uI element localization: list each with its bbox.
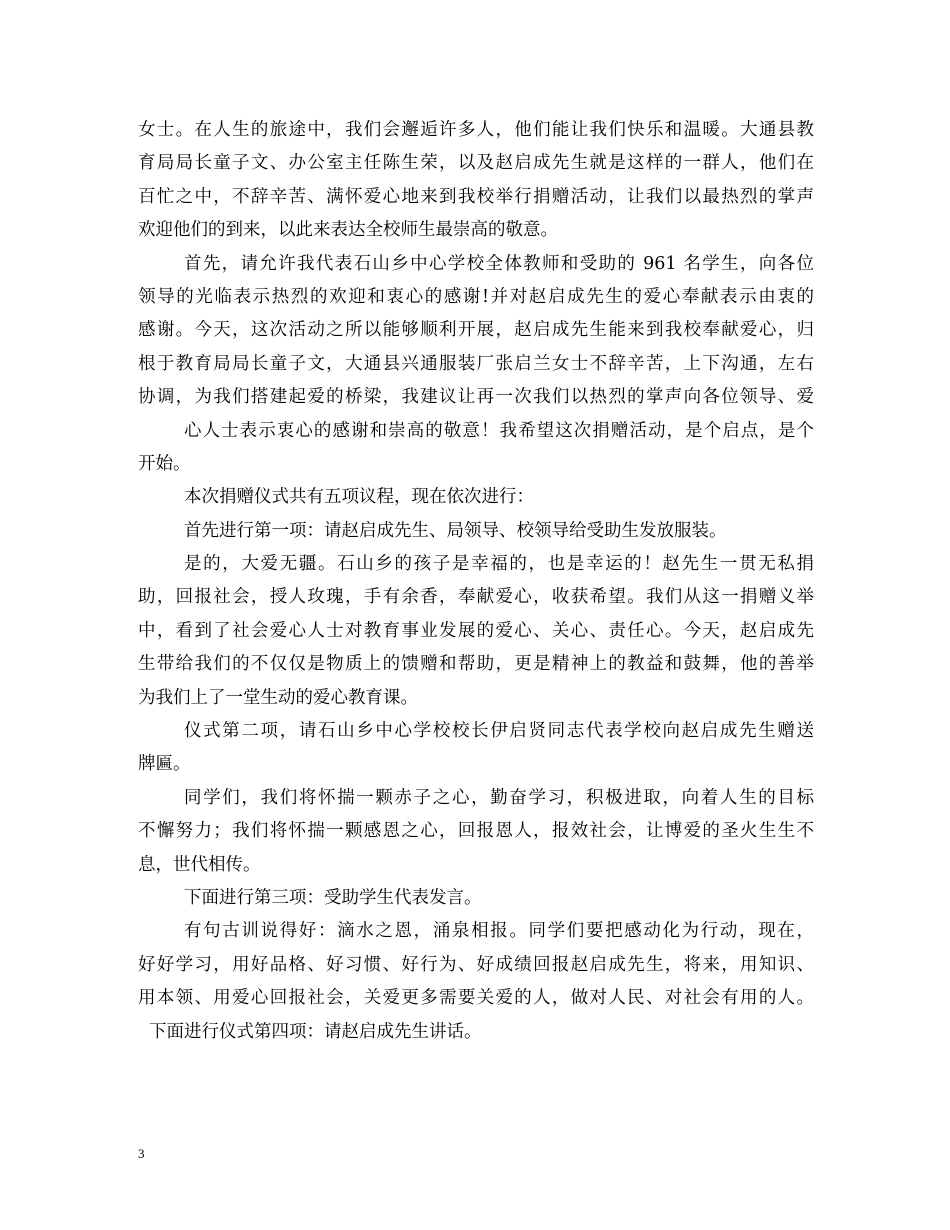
text-line: 是的，大爱无疆。石山乡的孩子是幸福的，也是幸运的！赵先生一贯无私捐 bbox=[184, 554, 814, 575]
text-line: 助，回报社会，授人玫瑰，手有余香，奉献爱心，收获希望。我们从这一捐赠义举 bbox=[138, 587, 814, 608]
text-line: 下面进行仪式第四项：请赵启成先生讲话。 bbox=[149, 1021, 482, 1042]
text-line: 女士。在人生的旅途中，我们会邂逅许多人，他们能让我们快乐和温暖。大通县教 bbox=[138, 120, 814, 140]
text-line: 中，看到了社会爱心人士对教育事业发展的爱心、关心、责任心。今天，赵启成先 bbox=[138, 620, 814, 641]
text-line: 息，世代相传。 bbox=[138, 854, 261, 875]
text-line: 下面进行第三项：受助学生代表发言。 bbox=[184, 887, 482, 908]
text-line: 生带给我们的不仅仅是物质上的馈赠和帮助，更是精神上的教益和鼓舞，他的善举 bbox=[138, 654, 814, 675]
text-line: 用本领、用爱心回报社会，关爱更多需要关爱的人，做对人民、对社会有用的人。 bbox=[138, 988, 814, 1009]
document-body bbox=[138, 114, 814, 1049]
text-line: 百忙之中，不辞辛苦、满怀爱心地来到我校举行捐赠活动，让我们以最热烈的掌声 bbox=[138, 186, 814, 207]
text-line: 有句古训说得好：滴水之恩，涌泉相报。同学们要把感动化为行动，现在， bbox=[184, 921, 814, 942]
page-number: 3 bbox=[138, 1146, 145, 1161]
text-line: 协调，为我们搭建起爱的桥梁，我建议让再一次我们以热烈的掌声向各位领导、爱 bbox=[138, 387, 814, 408]
text-line: 开始。 bbox=[138, 453, 191, 474]
text-line: 同学们，我们将怀揣一颗赤子之心，勤奋学习，积极进取，向着人生的目标 bbox=[184, 787, 814, 808]
text-line: 感谢。今天，这次活动之所以能够顺利开展，赵启成先生能来到我校奉献爱心，归 bbox=[138, 320, 814, 341]
text-line: 心人士表示衷心的感谢和崇高的敬意！我希望这次捐赠活动，是个启点，是个 bbox=[184, 420, 814, 441]
text-line: 仪式第二项，请石山乡中心学校校长伊启贤同志代表学校向赵启成先生赠送 bbox=[184, 721, 814, 742]
text-line: 为我们上了一堂生动的爱心教育课。 bbox=[138, 687, 418, 708]
text-line: 好好学习，用好品格、好习惯、好行为、好成绩回报赵启成先生，将来，用知识、 bbox=[138, 954, 814, 975]
text-line: 不懈努力；我们将怀揣一颗感恩之心，回报恩人，报效社会，让博爱的圣火生生不 bbox=[138, 821, 814, 842]
text-line: 根于教育局局长童子文，大通县兴通服装厂张启兰女士不辞辛苦，上下沟通，左右 bbox=[138, 353, 814, 374]
text-line: 首先进行第一项：请赵启成先生、局领导、校领导给受助生发放服装。 bbox=[184, 520, 727, 541]
text-line: 首先，请允许我代表石山乡中心学校全体教师和受助的 961 名学生，向各位 bbox=[184, 253, 814, 274]
text-line: 领导的光临表示热烈的欢迎和衷心的感谢!并对赵启成先生的爱心奉献表示由衷的 bbox=[138, 286, 814, 307]
text-line: 育局局长童子文、办公室主任陈生荣，以及赵启成先生就是这样的一群人，他们在 bbox=[138, 153, 814, 174]
text-line: 牌匾。 bbox=[138, 754, 191, 775]
text-line: 欢迎他们的到来，以此来表达全校师生最崇高的敬意。 bbox=[138, 220, 558, 241]
text-line: 本次捐赠仪式共有五项议程，现在依次进行： bbox=[184, 487, 534, 508]
